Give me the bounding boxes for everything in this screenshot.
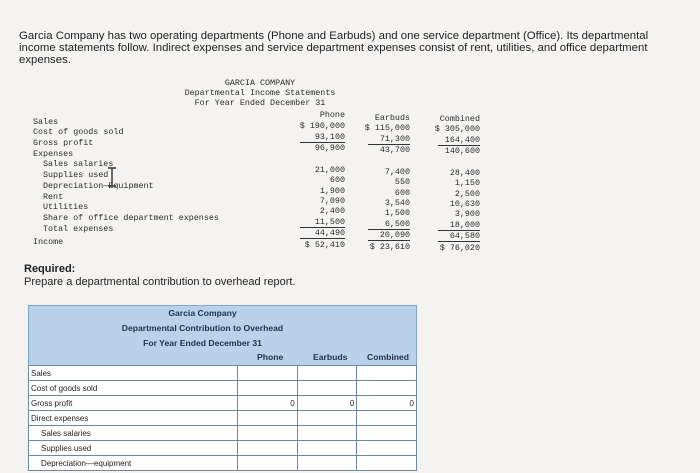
row-label-sales-salaries[interactable]: Sales salaries (29, 426, 238, 441)
report-period: For Year Ended December 31 (143, 338, 262, 348)
stmt-combined-income: $ 76,020 (439, 243, 480, 253)
stmt-label-supplies: Supplies used (43, 170, 109, 180)
stmt-label-rent: Rent (43, 192, 64, 202)
stmt-combined-cogs: 164,400 (438, 135, 480, 146)
earbuds-input[interactable] (297, 441, 357, 456)
row-label-gross-profit[interactable]: Gross profit (29, 396, 238, 411)
stmt-label-income: Income (33, 237, 64, 247)
table-row (29, 381, 417, 396)
phone-input[interactable] (238, 456, 298, 471)
earbuds-cell (297, 411, 357, 426)
stmt-phone-rent: 7,090 (319, 196, 345, 206)
stmt-earbuds-cogs: 71,300 (368, 134, 410, 145)
col-phone: Phone (319, 110, 345, 120)
stmt-combined-office-share: 18,000 (438, 220, 480, 231)
text-cursor-icon (105, 167, 119, 187)
stmt-earbuds-sales: $ 115,000 (364, 123, 410, 133)
stmt-label-utilities: Utilities (43, 202, 89, 212)
earbuds-input[interactable] (297, 426, 357, 441)
stmt-earbuds-office-share: 6,500 (368, 219, 410, 230)
earbuds-input[interactable] (297, 381, 357, 396)
contribution-report (28, 305, 417, 473)
table-row (29, 456, 417, 471)
table-row (29, 396, 417, 411)
stmt-earbuds-gross: 43,700 (379, 145, 410, 155)
combined-input[interactable] (357, 381, 417, 396)
report-col-phone: Phone (257, 352, 284, 362)
combined-input[interactable] (357, 456, 417, 471)
stmt-combined-rent: 10,630 (449, 199, 480, 209)
row-label-sales[interactable]: Sales (29, 366, 238, 381)
stmt-phone-cogs: 93,100 (300, 132, 345, 143)
stmt-label-sales: Sales (33, 117, 59, 127)
col-earbuds: Earbuds (374, 113, 410, 123)
earbuds-input[interactable] (297, 366, 357, 381)
report-col-combined: Combined (367, 352, 410, 362)
stmt-phone-sales: $ 190,000 (299, 121, 345, 131)
statement-title-3: For Year Ended December 31 (194, 98, 326, 108)
row-label-depreciation[interactable]: Depreciation—equipment (29, 456, 238, 471)
stmt-label-expenses: Expenses (33, 149, 74, 159)
table-row (29, 366, 417, 381)
row-label-cogs[interactable]: Cost of goods sold (29, 381, 238, 396)
report-col-earbuds: Earbuds (313, 352, 348, 362)
stmt-phone-total-expenses: 44,490 (300, 228, 345, 239)
stmt-phone-depreciation: 1,900 (319, 186, 345, 196)
report-company: Garcia Company (168, 308, 237, 318)
stmt-label-depreciation: Depreciation—Equipment (43, 181, 154, 191)
required-text: Prepare a departmental contribution to overhead report. (24, 276, 296, 288)
phone-gross-profit: 0 (238, 396, 298, 411)
phone-input[interactable] (238, 426, 298, 441)
stmt-phone-utilities: 2,400 (319, 206, 345, 216)
report-header (28, 305, 417, 365)
earbuds-input[interactable] (297, 456, 357, 471)
stmt-earbuds-income: $ 23,610 (369, 242, 410, 252)
stmt-combined-sales: $ 305,000 (434, 124, 480, 134)
stmt-label-salaries: Sales salaries (43, 159, 114, 169)
stmt-combined-utilities: 3,900 (454, 209, 480, 219)
stmt-label-gross: Gross profit (33, 138, 94, 148)
table-row (29, 441, 417, 456)
stmt-combined-depreciation: 2,500 (454, 189, 480, 199)
table-row (29, 411, 417, 426)
phone-input[interactable] (238, 441, 298, 456)
row-label-direct-expenses[interactable]: Direct expenses (29, 411, 238, 426)
stmt-earbuds-rent: 3,540 (384, 198, 410, 208)
stmt-phone-office-share: 11,500 (300, 217, 345, 228)
stmt-combined-gross: 140,600 (444, 146, 480, 156)
stmt-label-total-expenses: Total expenses (43, 224, 114, 234)
stmt-earbuds-depreciation: 600 (394, 188, 410, 198)
combined-input[interactable] (357, 441, 417, 456)
table-row (29, 426, 417, 441)
stmt-phone-income: $ 52,410 (304, 240, 345, 250)
stmt-label-office-share: Share of office department expenses (43, 213, 219, 223)
row-label-supplies-used[interactable]: Supplies used (29, 441, 238, 456)
stmt-label-cogs: Cost of goods sold (33, 127, 124, 137)
phone-input[interactable] (238, 366, 298, 381)
stmt-earbuds-utilities: 1,500 (384, 208, 410, 218)
report-title: Departmental Contribution to Overhead (121, 323, 284, 333)
stmt-phone-gross: 96,900 (314, 143, 345, 153)
phone-input[interactable] (238, 381, 298, 396)
combined-input[interactable] (357, 426, 417, 441)
stmt-earbuds-salaries: 7,400 (384, 167, 410, 177)
required-heading: Required: (24, 263, 76, 275)
phone-cell (238, 411, 298, 426)
combined-gross-profit: 0 (357, 396, 417, 411)
stmt-phone-salaries: 21,000 (314, 165, 345, 175)
stmt-combined-supplies: 1,150 (454, 178, 480, 188)
col-combined: Combined (439, 114, 480, 124)
report-table (28, 365, 417, 471)
combined-cell (357, 411, 417, 426)
problem-intro: Garcia Company has two operating departments (Phone and Earbuds) and one service department (Office). Its departmental income statements follow. Indirect expenses and service department expenses consist of rent, utilities, and office department expenses. (19, 30, 649, 66)
combined-input[interactable] (357, 366, 417, 381)
earbuds-gross-profit: 0 (297, 396, 357, 411)
stmt-earbuds-supplies: 550 (394, 177, 410, 187)
statement-title-1: GARCIA COMPANY (224, 78, 296, 88)
stmt-combined-total-expenses: 64,580 (438, 231, 480, 242)
stmt-combined-salaries: 28,400 (449, 168, 480, 178)
stmt-phone-supplies: 600 (329, 175, 345, 185)
required-section (24, 263, 296, 289)
report-column-headers (29, 351, 416, 365)
stmt-earbuds-total-expenses: 20,090 (368, 230, 410, 241)
statement-title-2: Departmental Income Statements (184, 88, 336, 98)
